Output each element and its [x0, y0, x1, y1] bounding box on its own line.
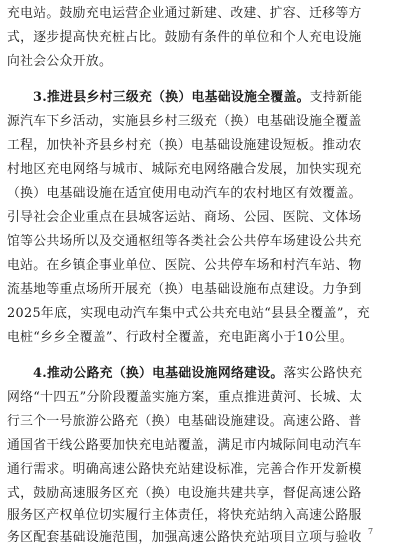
text-line: 源汽车下乡活动，实施县乡村三级充（换）电基础设施全覆盖 [7, 114, 362, 129]
section-3-first-line: 3.推进县乡村三级充（换）电基础设施全覆盖。支持新能 [0, 86, 402, 110]
text-line: 馆等公共场所以及交通枢纽等各类社会公共停车场建设公共充 [7, 234, 362, 249]
text-line: 2025年底，实现电动汽车集中式公共充电站“县县全覆盖”，充 [7, 306, 370, 321]
text-line: 向社会公众开放。 [7, 54, 113, 69]
text-line: 式，鼓励高速服务区充（换）电设施共建共享，督促高速公路 [7, 486, 362, 501]
text-line: 通国省干线公路要加快充电站覆盖，满足市内城际间电动汽车 [7, 438, 362, 453]
text-line: 服务区产权单位切实履行主体责任，将快充站纳入高速公路服 [7, 508, 362, 523]
text-line: 通行需求。明确高速公路快充站建设标准，完善合作开发新模 [7, 462, 362, 477]
text-line: 引导社会企业重点在县城客运站、商场、公园、医院、文体场 [7, 210, 362, 225]
text-line: 流基地等重点场所开展充（换）电基础设施布点建设。力争到 [7, 282, 362, 297]
text-line: 务区配套基础设施范围，加强高速公路快充站项目立项与验收 [7, 530, 362, 545]
text-line: 村地区充电网络与城市、城际充电网络融合发展，加快实现充 [7, 162, 362, 177]
text-line: 式，逐步提高快充桩占比。鼓励有条件的单位和个人充电设施 [7, 30, 362, 45]
text-line: 充电站。鼓励充电运营企业通过新建、改建、扩容、迁移等方 [7, 6, 362, 21]
text-line: 工程，加快补齐县乡村充（换）电基础设施建设短板。推动农 [7, 138, 362, 153]
text-line: 行三个一号旅游公路充（换）电基础设施建设。高速公路、普 [7, 414, 362, 429]
section-4-heading: 4.推动公路充（换）电基础设施网络建设。 [33, 366, 284, 381]
text-line: 电站。在乡镇企事业单位、医院、公共停车场和村汽车站、物 [7, 258, 362, 273]
page-number: 7 [368, 527, 374, 536]
text-line: 电桩“乡乡全覆盖”、行政村全覆盖，充电距离小于10公里。 [7, 330, 354, 345]
section-3-heading: 3.推进县乡村三级充（换）电基础设施全覆盖。 [33, 90, 310, 105]
section-4-first-line: 4.推动公路充（换）电基础设施网络建设。落实公路快充 [0, 362, 402, 386]
text-line: （换）电基础设施在适宜使用电动汽车的农村地区有效覆盖。 [7, 186, 362, 201]
text-line: 网络“十四五”分阶段覆盖实施方案，重点推进黄河、长城、太 [7, 390, 363, 405]
